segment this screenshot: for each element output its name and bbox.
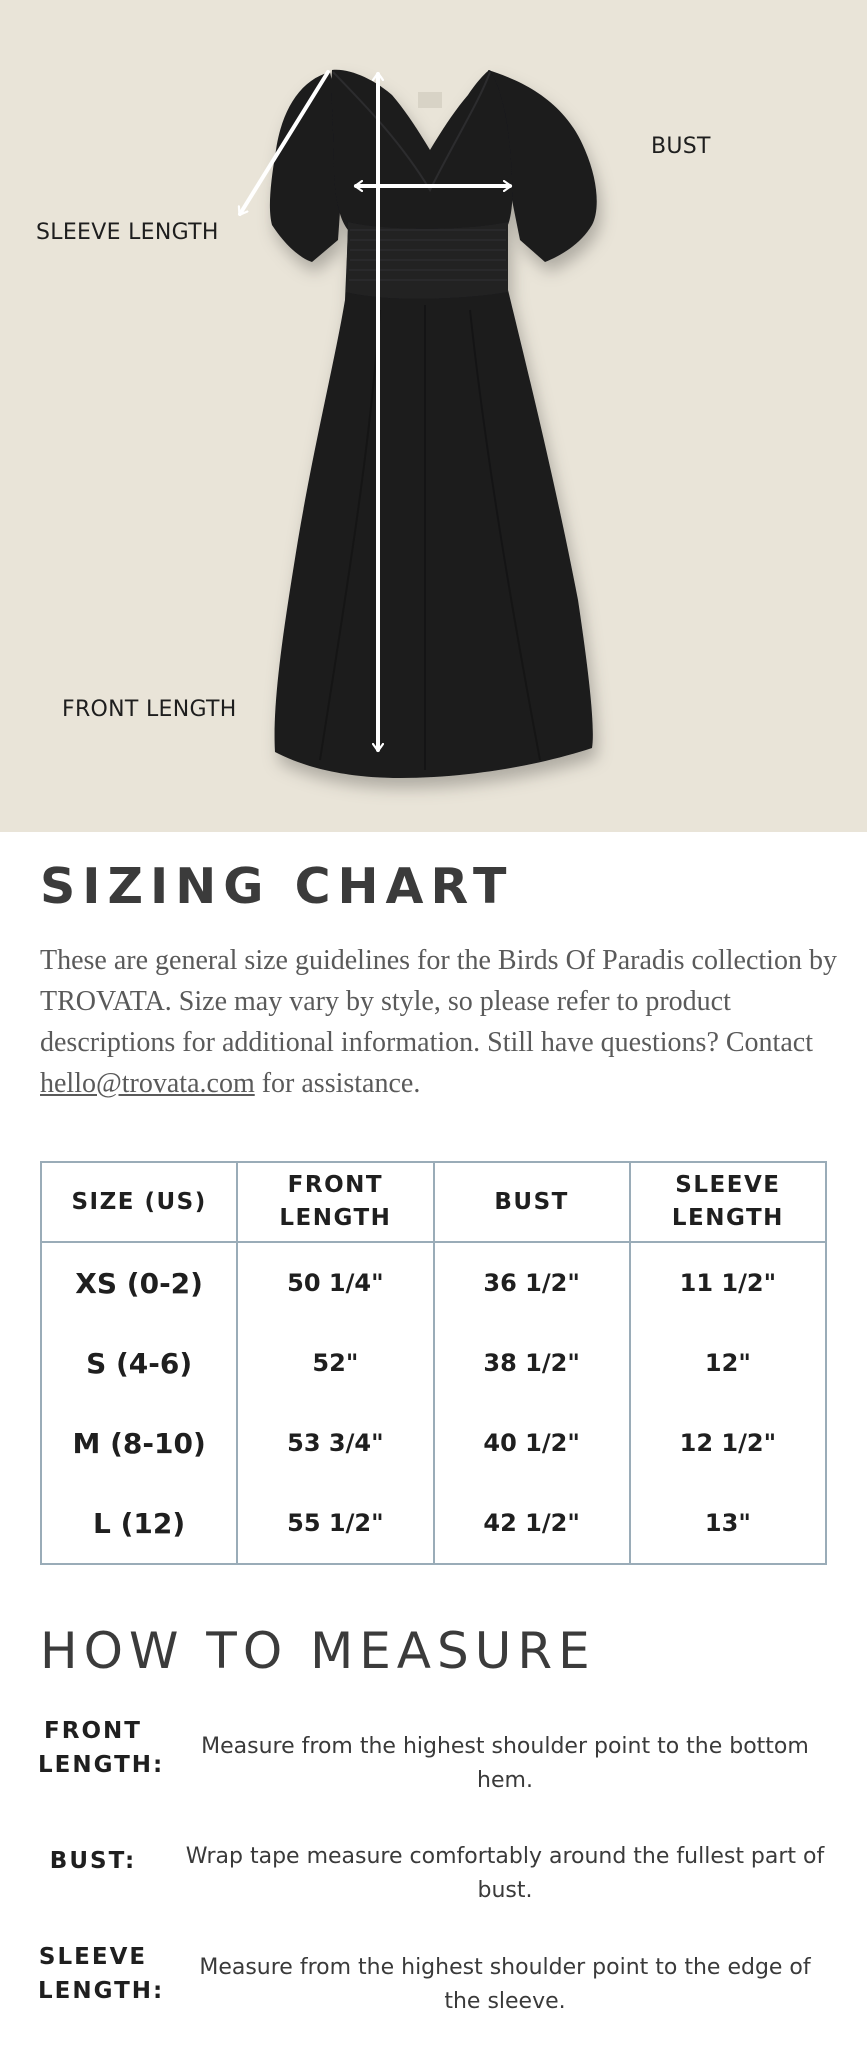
sleeve-length-cell: 11 1/2" <box>630 1242 826 1323</box>
brand-tag <box>418 92 442 108</box>
measure-desc-sleeve-length: Measure from the highest shoulder point to the edge of the sleeve. <box>199 1955 811 2014</box>
intro-text: These are general size guidelines for the Birds Of Paradis collection by TROVATA. Size may vary by style, so please refer to product descriptions for additional information. Still have questions? Contact <box>40 945 837 1058</box>
size-cell: M (8-10) <box>41 1403 237 1483</box>
dress-shape <box>270 70 597 778</box>
how-to-measure-title: HOW TO MEASURE <box>40 1622 596 1680</box>
sizing-chart-title: SIZING CHART <box>40 858 514 915</box>
column-header-sleeve-length <box>630 1162 826 1242</box>
dress-illustration <box>0 0 867 832</box>
column-header-front-length-text: FRONT LENGTH <box>279 1172 392 1231</box>
measure-desc-front-length: Measure from the highest shoulder point to the bottom hem. <box>201 1734 809 1793</box>
table-row <box>41 1403 826 1483</box>
sleeve-length-label: SLEEVE LENGTH <box>36 220 219 245</box>
bust-cell: 40 1/2" <box>434 1403 630 1483</box>
table-row <box>41 1483 826 1564</box>
table-row <box>41 1242 826 1323</box>
bust-cell: 38 1/2" <box>434 1323 630 1403</box>
size-cell: XS (0-2) <box>41 1242 237 1323</box>
size-cell: L (12) <box>41 1483 237 1564</box>
size-table <box>40 1161 827 1565</box>
intro-suffix: for assistance. <box>254 1068 421 1099</box>
bust-label: BUST <box>651 134 711 159</box>
front-length-cell: 53 3/4" <box>237 1403 433 1483</box>
measure-desc-bust: Wrap tape measure comfortably around the fullest part of bust. <box>185 1844 825 1903</box>
column-header-bust: BUST <box>434 1162 630 1242</box>
sizing-intro <box>40 940 840 1104</box>
column-header-size: SIZE (US) <box>41 1162 237 1242</box>
sleeve-length-cell: 12 1/2" <box>630 1403 826 1483</box>
sleeve-length-cell: 13" <box>630 1483 826 1564</box>
front-length-cell: 50 1/4" <box>237 1242 433 1323</box>
size-cell: S (4-6) <box>41 1323 237 1403</box>
measure-term-front-length: FRONT LENGTH: <box>38 1718 165 1778</box>
bust-cell: 36 1/2" <box>434 1242 630 1323</box>
sleeve-length-cell: 12" <box>630 1323 826 1403</box>
front-length-cell: 55 1/2" <box>237 1483 433 1564</box>
front-length-label: FRONT LENGTH <box>62 697 237 722</box>
column-header-sleeve-length-text: SLEEVE LENGTH <box>671 1172 784 1231</box>
table-header-row <box>41 1162 826 1242</box>
table-row <box>41 1323 826 1403</box>
front-length-cell: 52" <box>237 1323 433 1403</box>
bust-cell: 42 1/2" <box>434 1483 630 1564</box>
column-header-front-length <box>237 1162 433 1242</box>
contact-email-link[interactable]: hello@trovata.com <box>40 1068 255 1099</box>
measure-term-bust: BUST: <box>49 1848 137 1874</box>
measure-term-sleeve-length: SLEEVE LENGTH: <box>38 1944 165 2004</box>
